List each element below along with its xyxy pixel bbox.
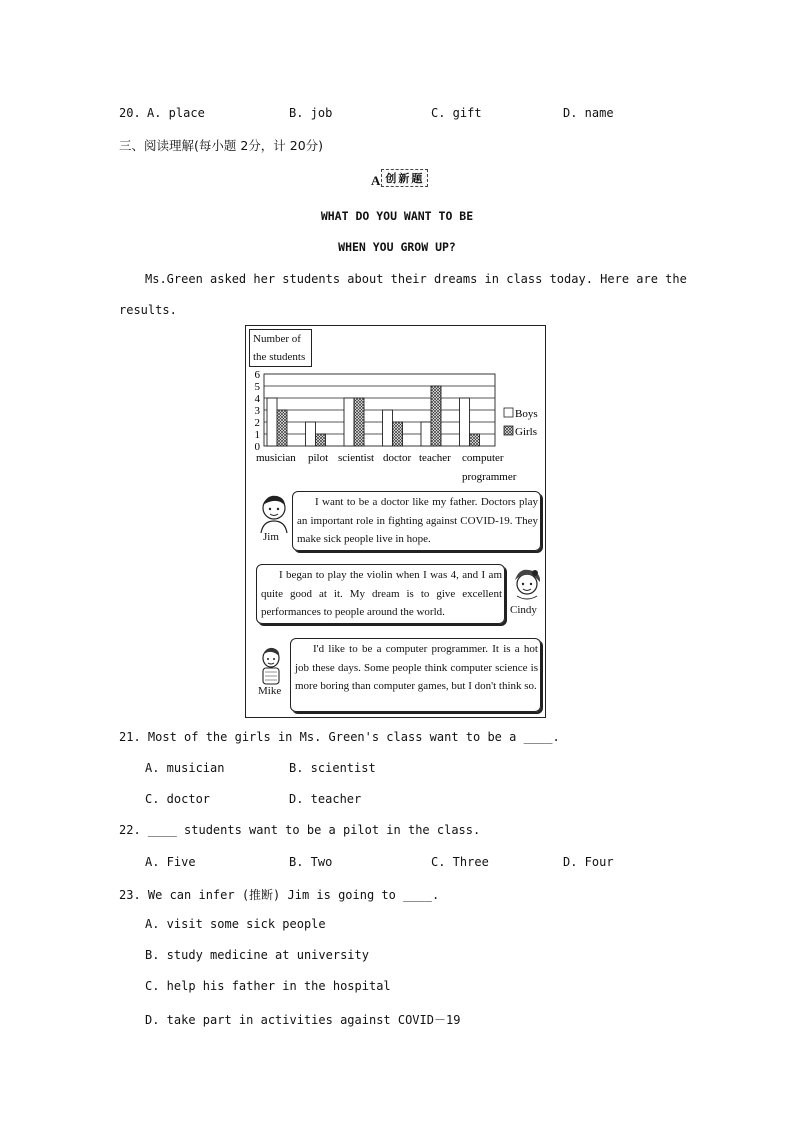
q21-option-c: C. doctor xyxy=(145,792,211,806)
passage-title-line2: WHEN YOU GROW UP? xyxy=(338,240,456,254)
chart-y-tick: 4 xyxy=(254,393,260,405)
bar-boys-musician xyxy=(267,398,277,446)
chart-y-tick: 3 xyxy=(254,405,260,417)
chart-y-tick: 2 xyxy=(254,417,260,429)
mike-bubble xyxy=(290,638,541,712)
bar-boys-doctor xyxy=(383,410,393,446)
chart-x-label: teacher xyxy=(419,452,451,464)
q21-stem: 21. Most of the girls in Ms. Green's class want to be a ____. xyxy=(119,730,560,744)
q23-option-d: D. take part in activities against COVID－19 xyxy=(145,1013,461,1027)
mike-name: Mike xyxy=(258,685,282,697)
bar-girls-pilot xyxy=(316,434,326,446)
q22-option-d: D. Four xyxy=(563,855,614,869)
q22-stem: 22. ____ students want to be a pilot in the class. xyxy=(119,823,481,837)
q21-option-d: D. teacher xyxy=(289,792,362,806)
bar-girls-doctor xyxy=(393,422,403,446)
innovation-stamp: 创新题 xyxy=(381,169,428,187)
chart-x-label: doctor xyxy=(383,452,412,464)
bar-girls-scientist xyxy=(354,398,364,446)
chart-y-tick: 6 xyxy=(254,369,260,381)
jim-avatar-icon xyxy=(255,491,293,533)
chart-x-label: pilot xyxy=(308,452,329,464)
q20-option-c: C. gift xyxy=(431,106,482,120)
legend-label-boys: Boys xyxy=(515,408,538,420)
q22-option-c: C. Three xyxy=(431,855,489,869)
q21-option-a: A. musician xyxy=(145,761,225,775)
q22-option-a: A. Five xyxy=(145,855,196,869)
bar-girls-teacher xyxy=(431,386,441,446)
cindy-bubble xyxy=(256,564,505,624)
jim-text: I want to be a doctor like my father. Doctors play an important role in fighting against COVID-19. They make sick people live in hope. xyxy=(297,496,538,545)
q20-option-d: D. name xyxy=(563,106,614,120)
passage-marker xyxy=(371,168,428,188)
q23-option-a: A. visit some sick people xyxy=(145,917,326,931)
legend-swatch-girls xyxy=(504,426,513,435)
jim-bubble xyxy=(292,491,541,551)
passage-label: A xyxy=(371,173,381,188)
q20-option-a: A. place xyxy=(147,106,205,120)
q23-option-b: B. study medicine at university xyxy=(145,948,369,962)
chart-x-label: scientist xyxy=(338,452,375,464)
bar-boys-teacher xyxy=(421,422,431,446)
mike-text: I'd like to be a computer programmer. It is a hot job these days. Some people think computer science is more boring than computer games, but I don't think so. xyxy=(295,643,538,692)
q21-option-b: B. scientist xyxy=(289,761,376,775)
q20-number: 20. xyxy=(119,106,141,120)
chart-x-label: computer xyxy=(462,452,504,464)
passage-title-line1: WHAT DO YOU WANT TO BE xyxy=(320,209,474,223)
q23-stem: 23. We can infer (推断) Jim is going to ____. xyxy=(119,888,440,902)
cindy-text: I began to play the violin when I was 4, and I am quite good at it. My dream is to give excellent performances to people around the world. xyxy=(261,569,502,618)
chart-x-label: programmer xyxy=(462,471,517,483)
bar-girls-computer-programmer xyxy=(470,434,480,446)
chart-x-label: musician xyxy=(256,452,296,464)
jim-name: Jim xyxy=(263,531,279,543)
q22-option-b: B. Two xyxy=(289,855,333,869)
section-heading: 三、阅读理解(每小题 2分，计 20分) xyxy=(119,138,324,153)
survey-figure xyxy=(245,325,546,718)
q23-option-c: C. help his father in the hospital xyxy=(145,979,391,993)
intro-line2: results. xyxy=(119,303,177,317)
legend-swatch-boys xyxy=(504,408,513,417)
bar-boys-computer-programmer xyxy=(460,398,470,446)
bar-boys-scientist xyxy=(344,398,354,446)
mike-avatar-icon xyxy=(256,646,286,686)
bar-boys-pilot xyxy=(306,422,316,446)
chart-y-label: Number of the students xyxy=(249,329,312,367)
chart-y-tick: 1 xyxy=(254,429,260,441)
bar-girls-musician xyxy=(277,410,287,446)
intro-line1: Ms.Green asked her students about their dreams in class today. Here are the xyxy=(145,272,687,286)
chart-y-tick: 5 xyxy=(254,381,260,393)
chart-y-tick: 0 xyxy=(254,441,260,453)
cindy-avatar-icon xyxy=(509,566,545,606)
q20-option-b: B. job xyxy=(289,106,333,120)
cindy-name: Cindy xyxy=(510,604,537,616)
legend-label-girls: Girls xyxy=(515,426,537,438)
